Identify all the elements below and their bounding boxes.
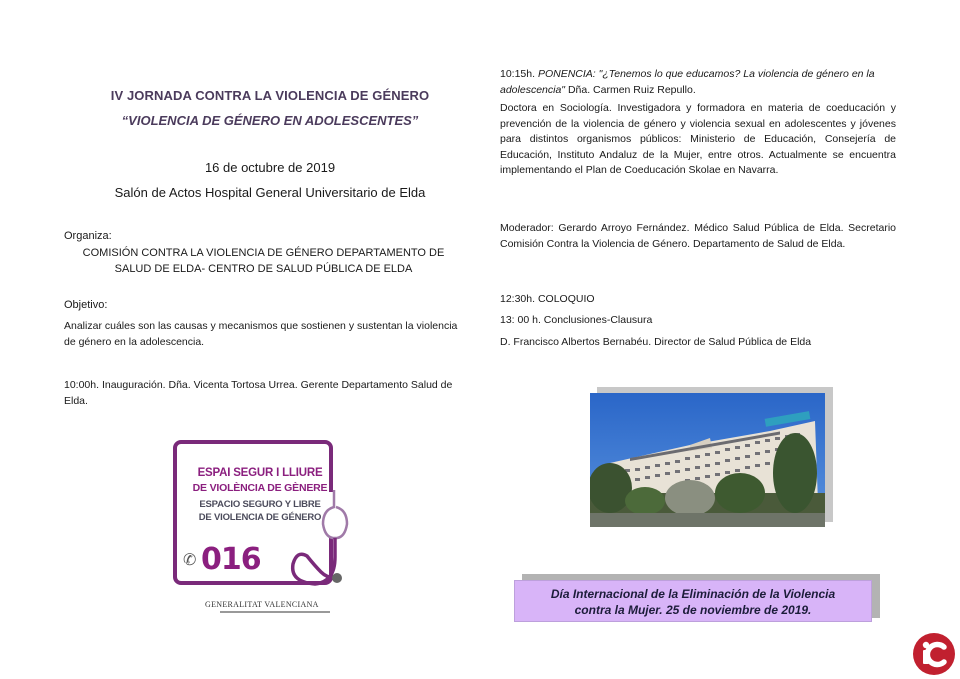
program-ponencia bbox=[500, 66, 900, 98]
program-inauguracion: 10:00h. Inauguración. Dña. Vicenta Tortosa Urrea. Gerente Departamento Salud de Elda. bbox=[64, 379, 453, 407]
event-date: 16 de octubre de 2019 bbox=[204, 160, 336, 175]
logo-line-castellano-1: ESPACIO SEGURO Y LIBRE bbox=[199, 499, 321, 510]
ic-logo-glyph bbox=[913, 633, 955, 675]
logo-line-valenciano-1: ESPAI SEGUR I LLIURE bbox=[197, 467, 323, 479]
logo-line-castellano-2: DE VIOLENCIA DE GÉNERO bbox=[198, 512, 322, 523]
organiza-label: Organiza: bbox=[64, 230, 112, 242]
organiza-text: COMISIÓN CONTRA LA VIOLENCIA DE GÉNERO DEPARTAMENTO DE SALUD DE ELDA- CENTRO DE SALUD PÚBLICA DE ELDA bbox=[82, 247, 445, 275]
logo-016 bbox=[165, 432, 355, 622]
stethoscope-icon bbox=[165, 432, 355, 622]
objetivo-text: Analizar cuáles son las causas y mecanismos que sostienen y sustentan la violencia de género en la adolescencia. bbox=[64, 320, 458, 348]
program-moderador: Moderador: Gerardo Arroyo Fernández. Médico Salud Pública de Elda. Secretario Comisión Contra la Violencia de Género. Departamento de Salud de Elda. bbox=[500, 222, 896, 250]
hospital-photo bbox=[590, 393, 825, 527]
event-subtitle: “VIOLENCIA DE GÉNERO EN ADOLESCENTES” bbox=[121, 113, 419, 128]
ponencia-title: PONENCIA: "¿Tenemos lo que educamos? La violencia de género en la adolescencia" bbox=[500, 68, 875, 96]
speaker-bio: Doctora en Sociología. Investigadora y formadora en materia de coeducación y prevención de la violencia de género y violencia sexual en adolescentes y jóvenes para distintos organismos públicos: Ministerio de Educación, Consejería de Educación, Instituto Andaluz de la Mujer, entre otros. Actualmente se encuentra implementando el Plan de Coeducación Skolae en Navarra. bbox=[500, 102, 896, 177]
banner-line-2: contra la Mujer. 25 de noviembre de 2019. bbox=[574, 603, 812, 617]
program-coloquio: 12:30h. COLOQUIO bbox=[500, 293, 595, 305]
program-conclusiones: 13: 00 h. Conclusiones-Clausura bbox=[500, 314, 653, 326]
program-director: D. Francisco Albertos Bernabéu. Director de Salud Pública de Elda bbox=[500, 336, 812, 348]
ponencia-time: 10:15h. bbox=[500, 68, 536, 80]
generalitat-subline bbox=[220, 611, 330, 613]
logo-line-valenciano-2: DE VIOLÈNCIA DE GÈNERE bbox=[192, 482, 328, 494]
banner-line-1: Día Internacional de la Eliminación de la Violencia bbox=[550, 587, 836, 601]
hospital-building-image bbox=[590, 393, 825, 527]
event-title: IV JORNADA CONTRA LA VIOLENCIA DE GÉNERO bbox=[110, 88, 430, 103]
phone-icon: ✆ bbox=[183, 552, 197, 569]
ponencia-speaker: Dña. Carmen Ruiz Repullo. bbox=[567, 84, 696, 96]
international-day-banner bbox=[514, 580, 872, 622]
generalitat-valenciana-label: GENERALITAT VALENCIANA bbox=[205, 600, 319, 609]
event-venue: Salón de Actos Hospital General Universitario de Elda bbox=[114, 185, 426, 200]
objetivo-label: Objetivo: bbox=[64, 299, 108, 311]
ic-logo-icon bbox=[913, 633, 955, 675]
hotline-number: 016 bbox=[201, 542, 261, 577]
